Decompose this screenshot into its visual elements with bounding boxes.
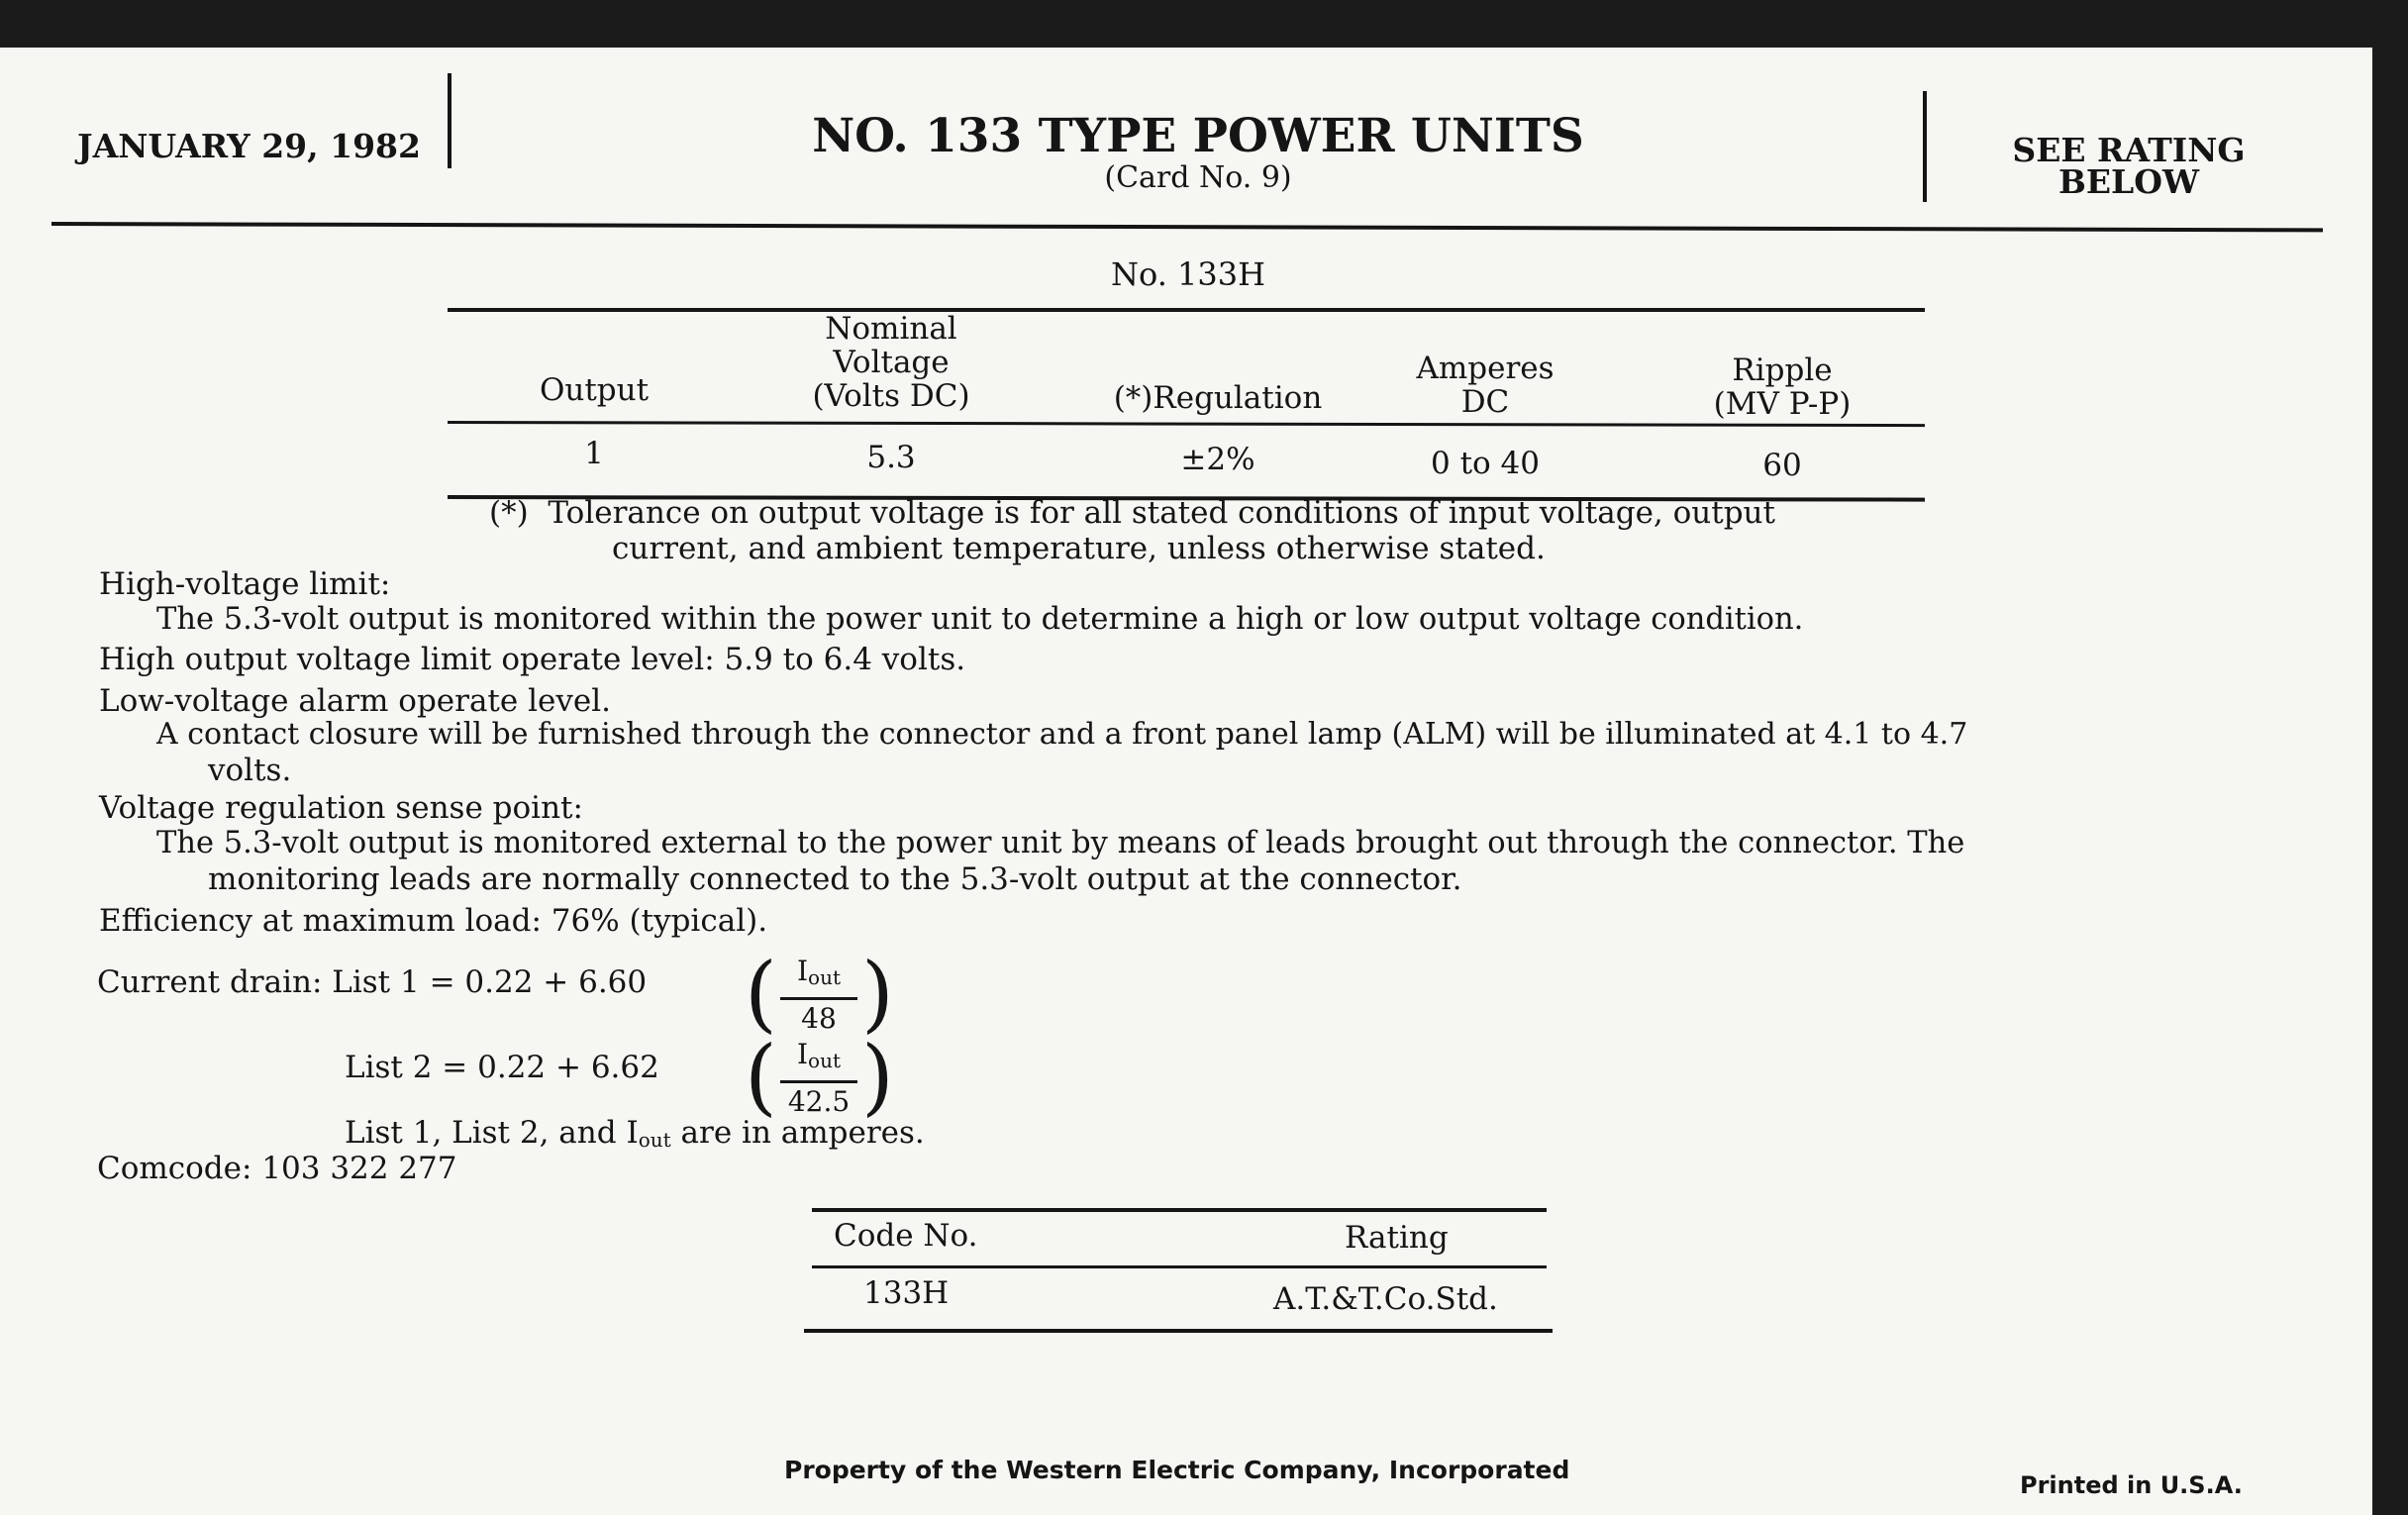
- rating-code-value: 133H: [863, 1275, 950, 1311]
- efficiency: Efficiency at maximum load: 76% (typical).: [99, 903, 768, 939]
- right-paren: ): [861, 1028, 894, 1125]
- spec-table-caption: No. 133H: [1110, 255, 1266, 293]
- col-header-output: Output: [539, 372, 650, 408]
- header-rule: [51, 222, 2323, 232]
- numerator-subscript: out: [808, 1049, 842, 1072]
- document-subtitle: (Card No. 9): [1104, 160, 1292, 195]
- spec-table-top-rule: [448, 308, 1925, 312]
- rating-col-code: Code No.: [834, 1218, 978, 1254]
- left-paren: (: [745, 1028, 777, 1125]
- fraction-denominator: 48: [801, 1002, 837, 1035]
- numerator-symbol: I: [796, 1038, 809, 1070]
- left-paren: (: [745, 945, 777, 1042]
- rating-table-top-rule: [812, 1208, 1547, 1212]
- fraction-bar: [780, 1080, 857, 1083]
- document-title: NO. 133 TYPE POWER UNITS: [812, 109, 1584, 163]
- current-drain-list2: List 2 = 0.22 + 6.62: [345, 1050, 659, 1085]
- rating-table-bottom-rule: [804, 1329, 1553, 1333]
- hv-heading: High-voltage limit:: [99, 566, 391, 602]
- sense-text-line2: monitoring leads are normally connected to the 5.3-volt output at the connector.: [208, 861, 1462, 897]
- lv-heading: Low-voltage alarm operate level.: [99, 683, 611, 719]
- footer-property: Property of the Western Electric Company, Incorporated: [784, 1456, 1570, 1484]
- units-note-subscript: out: [638, 1128, 671, 1152]
- col-header-ripple-1: Ripple: [1732, 353, 1833, 388]
- sense-text-line1: The 5.3-volt output is monitored external to the power unit by means of leads brought out through the connector. The: [156, 826, 1965, 860]
- units-note: [345, 1115, 925, 1152]
- numerator-subscript: out: [808, 965, 842, 989]
- rating-table-header-rule: [812, 1265, 1547, 1268]
- units-note-start: List 1, List 2, and I: [345, 1115, 639, 1151]
- hv-text: The 5.3-volt output is monitored within the power unit to determine a high or low output voltage condition.: [156, 602, 1804, 637]
- footer-printed: Printed in U.S.A.: [2020, 1471, 2243, 1499]
- col-header-voltage-2: Voltage: [833, 345, 950, 380]
- sense-heading: Voltage regulation sense point:: [99, 790, 583, 826]
- fraction-bar: [780, 997, 857, 1000]
- lv-text-line2: volts.: [208, 753, 292, 788]
- cell-output: 1: [584, 436, 604, 471]
- numerator-symbol: I: [796, 955, 809, 987]
- col-header-regulation: (*)Regulation: [1113, 380, 1323, 416]
- issue-date: JANUARY 29, 1982: [77, 127, 421, 165]
- rating-note-line2: BELOW: [2057, 162, 2200, 201]
- cell-amperes: 0 to 40: [1431, 446, 1540, 481]
- right-paren: ): [861, 945, 894, 1042]
- fraction-numerator: [774, 955, 863, 989]
- cell-ripple: 60: [1762, 448, 1802, 483]
- comcode: Comcode: 103 322 277: [97, 1151, 457, 1186]
- rating-col-rating: Rating: [1345, 1220, 1449, 1256]
- current-drain-list1: Current drain: List 1 = 0.22 + 6.60: [97, 964, 648, 1000]
- lv-text-line1: A contact closure will be furnished through the connector and a front panel lamp (ALM) will be illuminated at 4.1 to 4.7: [156, 717, 1968, 752]
- col-header-amperes-1: Amperes: [1416, 351, 1555, 386]
- rating-value: A.T.&T.Co.Std.: [1273, 1281, 1498, 1317]
- header-divider-left: [448, 73, 452, 168]
- cell-voltage: 5.3: [866, 440, 916, 475]
- col-header-voltage-1: Nominal: [825, 311, 957, 347]
- rating-note-line1: SEE RATING: [2012, 131, 2246, 169]
- spec-table-footnote-line1: (*) Tolerance on output voltage is for all stated conditions of input voltage, output: [489, 495, 1775, 531]
- fraction-numerator: [774, 1038, 863, 1072]
- fraction-denominator: 42.5: [787, 1085, 851, 1118]
- units-note-end: are in amperes.: [670, 1115, 925, 1151]
- col-header-ripple-2: (MV P-P): [1713, 386, 1852, 422]
- fraction-list2: [745, 1028, 894, 1127]
- col-header-amperes-2: DC: [1460, 384, 1510, 420]
- cell-regulation: ±2%: [1180, 442, 1255, 477]
- spec-table-footnote-line2: current, and ambient temperature, unless otherwise stated.: [612, 531, 1546, 566]
- hv-level: High output voltage limit operate level: 5.9 to 6.4 volts.: [99, 642, 966, 677]
- header-divider-right: [1923, 91, 1927, 202]
- col-header-voltage-3: (Volts DC): [812, 378, 970, 414]
- document-card: [0, 48, 2372, 1515]
